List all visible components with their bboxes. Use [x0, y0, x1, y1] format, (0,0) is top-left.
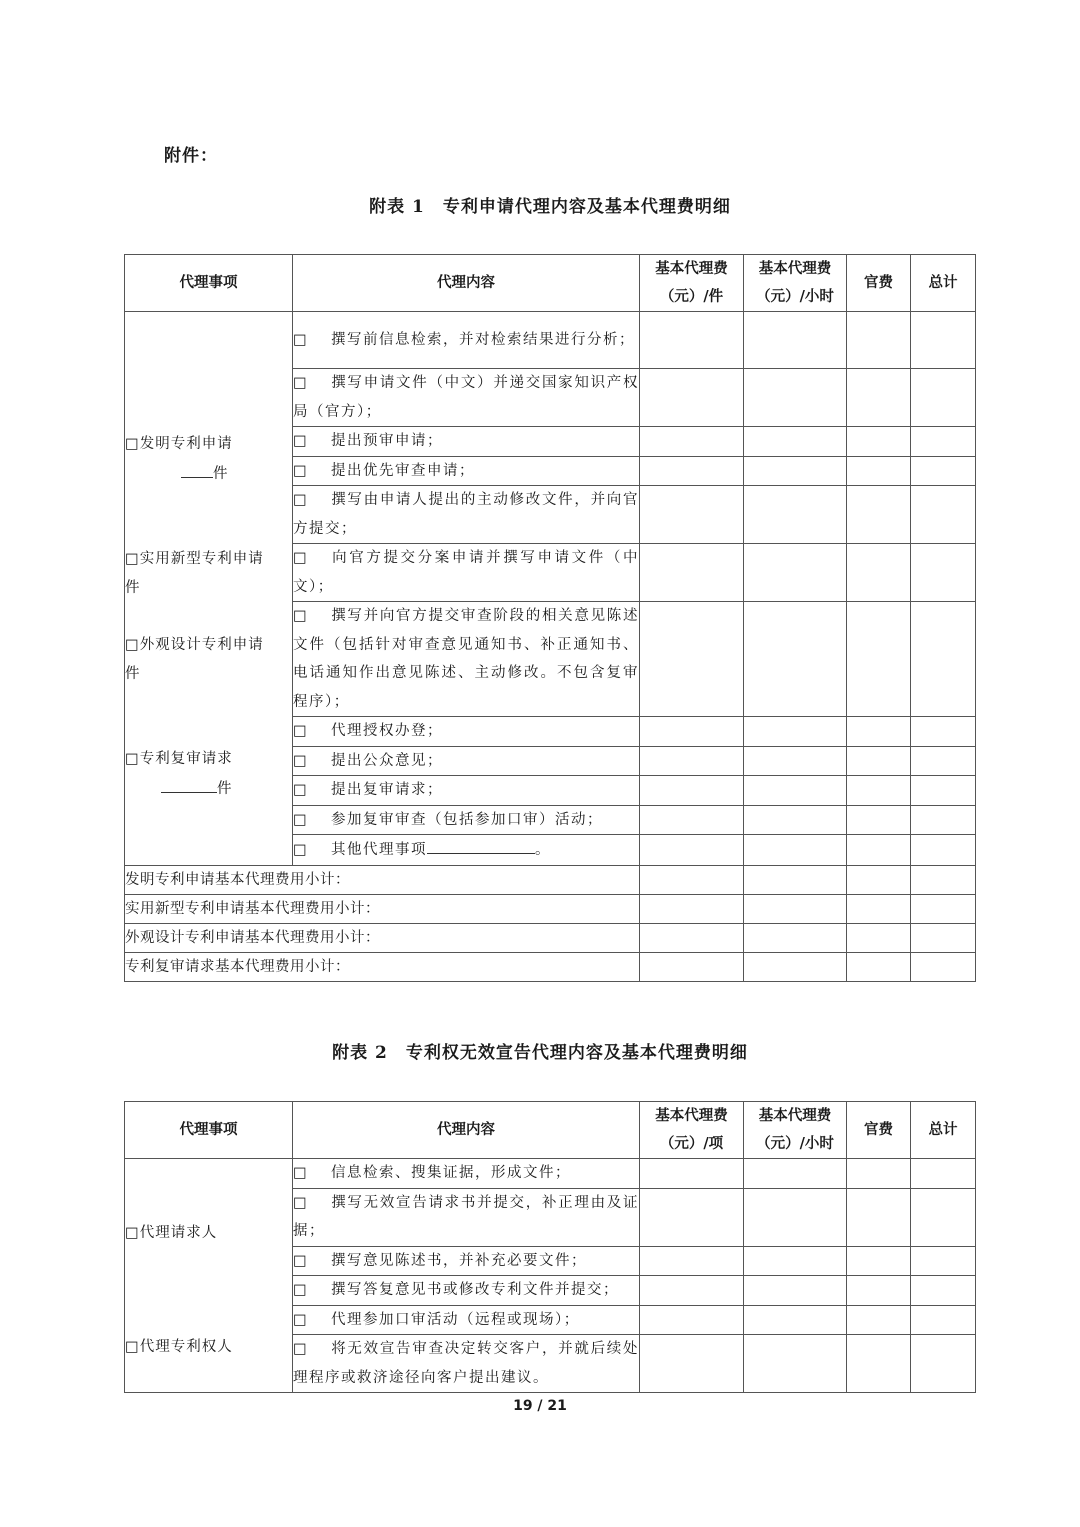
fee-per-piece-cell[interactable] — [640, 602, 744, 717]
subtotal-label: 外观设计专利申请基本代理费用小计： — [125, 923, 640, 952]
checkbox[interactable]: □ — [293, 1282, 309, 1298]
content-cell — [293, 776, 640, 806]
content-text: 撰写由申请人提出的主动修改文件，并向官方提交； — [293, 492, 639, 537]
total-cell[interactable] — [911, 746, 976, 776]
official-fee-cell[interactable] — [847, 1188, 911, 1246]
header-item: 代理事项 — [125, 255, 293, 312]
header-fee-per-hour — [744, 255, 847, 312]
content-text: 代理参加口审活动（远程或现场）； — [331, 1311, 580, 1328]
official-fee-cell[interactable] — [847, 544, 911, 602]
fee-per-hour-cell[interactable] — [744, 717, 847, 747]
total-cell[interactable] — [911, 456, 976, 486]
content-text: 撰写无效宣告请求书并提交，补正理由及证据； — [293, 1194, 639, 1239]
header-official-fee: 官费 — [847, 1102, 911, 1159]
other-item-suffix: 。 — [535, 842, 551, 858]
content-text: 提出优先审查申请； — [331, 462, 475, 479]
checkbox[interactable]: □ — [293, 462, 309, 479]
checkbox[interactable]: □ — [293, 1341, 309, 1357]
total-cell[interactable] — [911, 1276, 976, 1306]
fee-per-hour-cell[interactable] — [744, 1159, 847, 1189]
checkbox[interactable]: □ — [293, 1194, 309, 1211]
fee-per-piece-cell[interactable] — [640, 312, 744, 369]
official-fee-cell[interactable] — [847, 456, 911, 486]
official-fee-cell[interactable] — [847, 865, 911, 894]
table1-item-column — [125, 312, 293, 866]
content-cell — [293, 486, 640, 544]
subtotal-label: 实用新型专利申请基本代理费用小计： — [125, 894, 640, 923]
official-fee-cell[interactable] — [847, 427, 911, 457]
content-cell — [293, 717, 640, 747]
official-fee-cell[interactable] — [847, 776, 911, 806]
total-cell[interactable] — [911, 312, 976, 369]
fee-per-piece-cell[interactable] — [640, 456, 744, 486]
header-fee-per-hour-line1: 基本代理费 — [758, 1107, 832, 1124]
fee-per-hour-cell[interactable] — [744, 312, 847, 369]
official-fee-cell[interactable] — [847, 805, 911, 835]
fee-per-piece-cell[interactable] — [640, 952, 744, 981]
checkbox[interactable]: □ — [293, 1252, 309, 1269]
content-text: 撰写前信息检索，并对检索结果进行分析； — [331, 331, 635, 348]
header-item: 代理事项 — [125, 1102, 293, 1159]
total-cell[interactable] — [911, 1335, 976, 1393]
official-fee-cell[interactable] — [847, 746, 911, 776]
attachment-label: 附件： — [164, 146, 218, 166]
total-cell[interactable] — [911, 805, 976, 835]
table1-title-text: 专利申请代理内容及基本代理费明细 — [442, 197, 731, 217]
total-cell[interactable] — [911, 427, 976, 457]
fee-per-piece-cell[interactable] — [640, 865, 744, 894]
subtotal-row — [125, 923, 976, 952]
item-utility-model[interactable]: □实用新型专利申请 — [125, 551, 264, 568]
table1-patent-application-fees — [124, 254, 976, 982]
checkbox[interactable]: □ — [293, 752, 309, 769]
reexam-count-blank[interactable] — [161, 774, 217, 793]
content-text: 提出复审请求； — [331, 782, 443, 798]
fee-per-hour-cell[interactable] — [744, 1276, 847, 1306]
fee-per-hour-cell[interactable] — [744, 746, 847, 776]
content-cell — [293, 427, 640, 457]
total-cell[interactable] — [911, 1188, 976, 1246]
header-fee-per-hour — [744, 1102, 847, 1159]
fee-per-piece-cell[interactable] — [640, 805, 744, 835]
fee-per-hour-cell[interactable] — [744, 369, 847, 427]
table-row — [125, 312, 976, 369]
design-count-suffix: 件 — [125, 665, 141, 682]
official-fee-cell[interactable] — [847, 1246, 911, 1276]
reexam-count-suffix: 件 — [217, 780, 233, 797]
item-agent-for-requester[interactable]: □代理请求人 — [125, 1224, 218, 1241]
subtotal-row — [125, 952, 976, 981]
official-fee-cell[interactable] — [847, 602, 911, 717]
content-text: 撰写并向官方提交审查阶段的相关意见陈述文件（包括针对审查意见通知书、补正通知书、电话通知作出意见陈述、主动修改。不包含复审程序）； — [293, 608, 639, 710]
subtotal-row — [125, 865, 976, 894]
checkbox[interactable]: □ — [293, 1165, 309, 1181]
fee-per-item-cell[interactable] — [640, 1188, 744, 1246]
official-fee-cell[interactable] — [847, 1159, 911, 1189]
content-text: 向官方提交分案申请并撰写申请文件（中文）； — [293, 550, 639, 595]
item-agent-for-patentee[interactable]: □代理专利权人 — [125, 1339, 233, 1355]
total-cell[interactable] — [911, 486, 976, 544]
fee-per-item-cell[interactable] — [640, 1246, 744, 1276]
fee-per-hour-cell[interactable] — [744, 456, 847, 486]
item-design[interactable]: □外观设计专利申请 — [125, 637, 264, 654]
fee-per-piece-cell[interactable] — [640, 717, 744, 747]
checkbox[interactable]: □ — [293, 433, 309, 449]
other-item-blank[interactable] — [427, 835, 535, 854]
fee-per-hour-cell[interactable] — [744, 865, 847, 894]
total-cell[interactable] — [911, 923, 976, 952]
content-cell — [293, 1276, 640, 1306]
table1-title-number: 附表 1 — [369, 197, 425, 217]
fee-per-hour-cell[interactable] — [744, 1188, 847, 1246]
content-text: 提出公众意见； — [331, 752, 443, 769]
official-fee-cell[interactable] — [847, 1276, 911, 1306]
table2-title-number: 附表 2 — [332, 1043, 388, 1063]
content-cell — [293, 1305, 640, 1335]
content-cell — [293, 1188, 640, 1246]
content-cell — [293, 1335, 640, 1393]
header-fee-per-piece-line2: （元）/件 — [659, 288, 724, 305]
fee-per-hour-cell[interactable] — [744, 544, 847, 602]
content-cell — [293, 456, 640, 486]
header-fee-per-hour-line2: （元）/小时 — [756, 1135, 834, 1152]
total-cell[interactable] — [911, 369, 976, 427]
fee-per-hour-cell[interactable] — [744, 952, 847, 981]
total-cell[interactable] — [911, 1305, 976, 1335]
content-cell — [293, 1246, 640, 1276]
content-text: 将无效宣告审查决定转交客户，并就后续处理程序或救济途径向客户提出建议。 — [293, 1341, 639, 1386]
fee-per-piece-cell[interactable] — [640, 746, 744, 776]
content-cell — [293, 835, 640, 866]
official-fee-cell[interactable] — [847, 369, 911, 427]
item-invention[interactable]: □发明专利申请 — [125, 436, 233, 453]
content-text: 参加复审审查（包括参加口审）活动； — [331, 811, 603, 828]
fee-per-hour-cell[interactable] — [744, 894, 847, 923]
fee-per-hour-cell[interactable] — [744, 1335, 847, 1393]
fee-per-hour-cell[interactable] — [744, 1305, 847, 1335]
total-cell[interactable] — [911, 952, 976, 981]
header-content: 代理内容 — [293, 255, 640, 312]
item-reexamination[interactable]: □专利复审请求 — [125, 751, 233, 768]
official-fee-cell[interactable] — [847, 312, 911, 369]
official-fee-cell[interactable] — [847, 1305, 911, 1335]
fee-per-hour-cell[interactable] — [744, 923, 847, 952]
content-text: 信息检索、搜集证据，形成文件； — [331, 1165, 571, 1181]
content-cell — [293, 602, 640, 717]
total-cell[interactable] — [911, 717, 976, 747]
fee-per-item-cell[interactable] — [640, 1335, 744, 1393]
header-fee-per-piece-line1: 基本代理费 — [655, 260, 728, 277]
fee-per-item-cell[interactable] — [640, 1305, 744, 1335]
content-text: 撰写申请文件（中文）并递交国家知识产权局（官方）； — [293, 375, 639, 420]
checkbox[interactable]: □ — [293, 842, 309, 858]
checkbox[interactable]: □ — [293, 608, 309, 624]
header-fee-per-hour-line1: 基本代理费 — [758, 260, 832, 277]
subtotal-label: 专利复审请求基本代理费用小计： — [125, 952, 640, 981]
table2-header-row — [125, 1102, 976, 1159]
fee-per-piece-cell[interactable] — [640, 894, 744, 923]
table1-title — [0, 192, 1080, 217]
official-fee-cell[interactable] — [847, 923, 911, 952]
table2-title-text: 专利权无效宣告代理内容及基本代理费明细 — [405, 1043, 748, 1063]
header-fee-per-item-line2: （元）/项 — [659, 1135, 724, 1152]
total-cell[interactable] — [911, 602, 976, 717]
official-fee-cell[interactable] — [847, 835, 911, 866]
table2-invalidation-fees — [124, 1101, 976, 1393]
official-fee-cell[interactable] — [847, 894, 911, 923]
checkbox[interactable]: □ — [293, 331, 309, 348]
table1-header-row — [125, 255, 976, 312]
content-cell — [293, 544, 640, 602]
checkbox[interactable]: □ — [293, 492, 309, 508]
checkbox[interactable]: □ — [293, 550, 309, 566]
content-text: 撰写答复意见书或修改专利文件并提交； — [331, 1282, 619, 1298]
fee-per-piece-cell[interactable] — [640, 427, 744, 457]
table2-item-column — [125, 1159, 293, 1393]
header-fee-per-item — [640, 1102, 744, 1159]
content-cell — [293, 369, 640, 427]
page-number: 19 / 21 — [513, 1398, 567, 1414]
fee-per-hour-cell[interactable] — [744, 602, 847, 717]
header-content: 代理内容 — [293, 1102, 640, 1159]
checkbox[interactable]: □ — [293, 375, 309, 391]
subtotal-label: 发明专利申请基本代理费用小计： — [125, 865, 640, 894]
header-total: 总计 — [911, 1102, 976, 1159]
utility-count-suffix: 件 — [125, 579, 141, 596]
content-text: 撰写意见陈述书，并补充必要文件； — [331, 1252, 587, 1269]
total-cell[interactable] — [911, 1159, 976, 1189]
fee-per-piece-cell[interactable] — [640, 544, 744, 602]
fee-per-piece-cell[interactable] — [640, 369, 744, 427]
header-fee-per-piece — [640, 255, 744, 312]
content-cell — [293, 746, 640, 776]
total-cell[interactable] — [911, 1246, 976, 1276]
checkbox[interactable]: □ — [293, 723, 309, 739]
invention-count-blank[interactable] — [181, 459, 213, 478]
official-fee-cell[interactable] — [847, 1335, 911, 1393]
content-text: 提出预审申请； — [331, 433, 443, 449]
fee-per-hour-cell[interactable] — [744, 427, 847, 457]
fee-per-piece-cell[interactable] — [640, 835, 744, 866]
checkbox[interactable]: □ — [293, 811, 309, 828]
fee-per-piece-cell[interactable] — [640, 486, 744, 544]
content-text: 其他代理事项 — [331, 842, 427, 858]
table2-title — [0, 1038, 1080, 1063]
fee-per-hour-cell[interactable] — [744, 776, 847, 806]
content-cell — [293, 312, 640, 369]
total-cell[interactable] — [911, 544, 976, 602]
fee-per-piece-cell[interactable] — [640, 923, 744, 952]
official-fee-cell[interactable] — [847, 952, 911, 981]
header-official-fee: 官费 — [847, 255, 911, 312]
table-row — [125, 1159, 976, 1189]
fee-per-hour-cell[interactable] — [744, 1246, 847, 1276]
content-cell — [293, 805, 640, 835]
fee-per-item-cell[interactable] — [640, 1276, 744, 1306]
invention-count-suffix: 件 — [213, 465, 229, 482]
header-fee-per-item-line1: 基本代理费 — [655, 1107, 728, 1124]
official-fee-cell[interactable] — [847, 486, 911, 544]
total-cell[interactable] — [911, 776, 976, 806]
content-text: 代理授权办登； — [331, 723, 443, 739]
fee-per-hour-cell[interactable] — [744, 805, 847, 835]
checkbox[interactable]: □ — [293, 1311, 309, 1328]
total-cell[interactable] — [911, 894, 976, 923]
header-total: 总计 — [911, 255, 976, 312]
header-fee-per-hour-line2: （元）/小时 — [756, 288, 834, 305]
checkbox[interactable]: □ — [293, 782, 309, 798]
fee-per-hour-cell[interactable] — [744, 486, 847, 544]
fee-per-item-cell[interactable] — [640, 1159, 744, 1189]
official-fee-cell[interactable] — [847, 717, 911, 747]
fee-per-piece-cell[interactable] — [640, 776, 744, 806]
content-cell — [293, 1159, 640, 1189]
total-cell[interactable] — [911, 835, 976, 866]
fee-per-hour-cell[interactable] — [744, 835, 847, 866]
subtotal-row — [125, 894, 976, 923]
total-cell[interactable] — [911, 865, 976, 894]
